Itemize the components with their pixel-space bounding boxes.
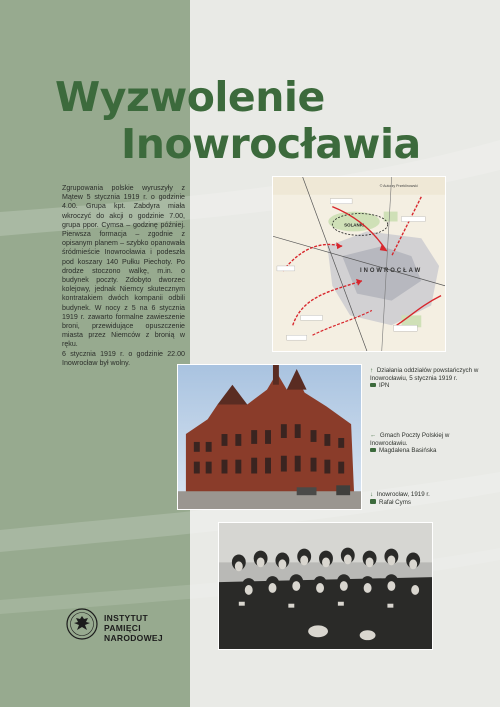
body-paragraph-1: Zgrupowania polskie wyruszyły z Mątew 5 stycznia 1919 r. o godzinie 4.00. Grupa kpt. Zabdyra miała wkroczyć do akcji o godzinie 7.00, grupa ppor. Cymsa – godzinę później. Pierwsza formacja – zgodnie z opisanym planem – szybko opanowała śródmieście Inowrocławia i podeszła pod koszary 140 Pułku Piechoty. Po drodze stoczono walkę, m.in. o budynek poczty. Zdobyto dworzec kolejowy, jednak Niemcy skutecznym kontratakiem dwóch kompanii odbili budynek. W nocy z 5 na 6 stycznia 1919 r. zawarto formalne zawieszenie broni, przewidujące opuszczenie miasta przez Niemców z bronią w ręku. <box>62 184 185 349</box>
eagle-emblem-icon <box>66 608 98 640</box>
camera-icon <box>370 448 376 453</box>
camera-icon <box>370 383 376 388</box>
logo-line-3: NARODOWEJ <box>104 633 163 643</box>
body-text <box>62 184 185 368</box>
caption-map-text: Działania oddziałów powstańczych w Inowrocławiu, 5 stycznia 1919 r. <box>370 367 479 382</box>
map-district-label: SOLANKI <box>344 222 365 228</box>
title-line-2: Inowrocławia <box>121 120 421 168</box>
post-office-building-image <box>177 364 362 510</box>
caption-building-text: Gmach Poczty Polskiej w Inowrocławiu. <box>370 432 450 447</box>
caption-group-text: Inowrocław, 1919 r. <box>376 491 430 498</box>
caption-building <box>370 432 480 455</box>
caption-group <box>370 491 480 506</box>
caption-building-credit: Magdalena Basińska <box>379 447 437 455</box>
ipn-logo-text <box>104 613 163 643</box>
map-credit: © Autorzy Przeklinowski <box>379 183 418 188</box>
map-city-label: INOWROCŁAW <box>359 267 423 274</box>
body-paragraph-2: 6 stycznia 1919 r. o godzinie 22.00 Inowrocław był wolny. <box>62 349 185 367</box>
logo-line-2: PAMIĘCI <box>104 623 141 633</box>
battle-map-image <box>272 176 446 352</box>
arrow-left-icon: ← <box>370 432 377 439</box>
caption-map <box>370 367 480 390</box>
camera-icon <box>370 499 376 504</box>
arrow-down-icon: ↓ <box>370 491 374 498</box>
page-title <box>55 74 421 168</box>
logo-line-1: INSTYTUT <box>104 613 148 623</box>
caption-map-credit: IPN <box>379 382 390 390</box>
group-photo-1919-image <box>218 522 433 650</box>
arrow-up-icon: ↑ <box>370 367 374 374</box>
caption-group-credit: Rafał Cyms <box>379 498 411 506</box>
title-line-1: Wyzwolenie <box>55 73 325 121</box>
